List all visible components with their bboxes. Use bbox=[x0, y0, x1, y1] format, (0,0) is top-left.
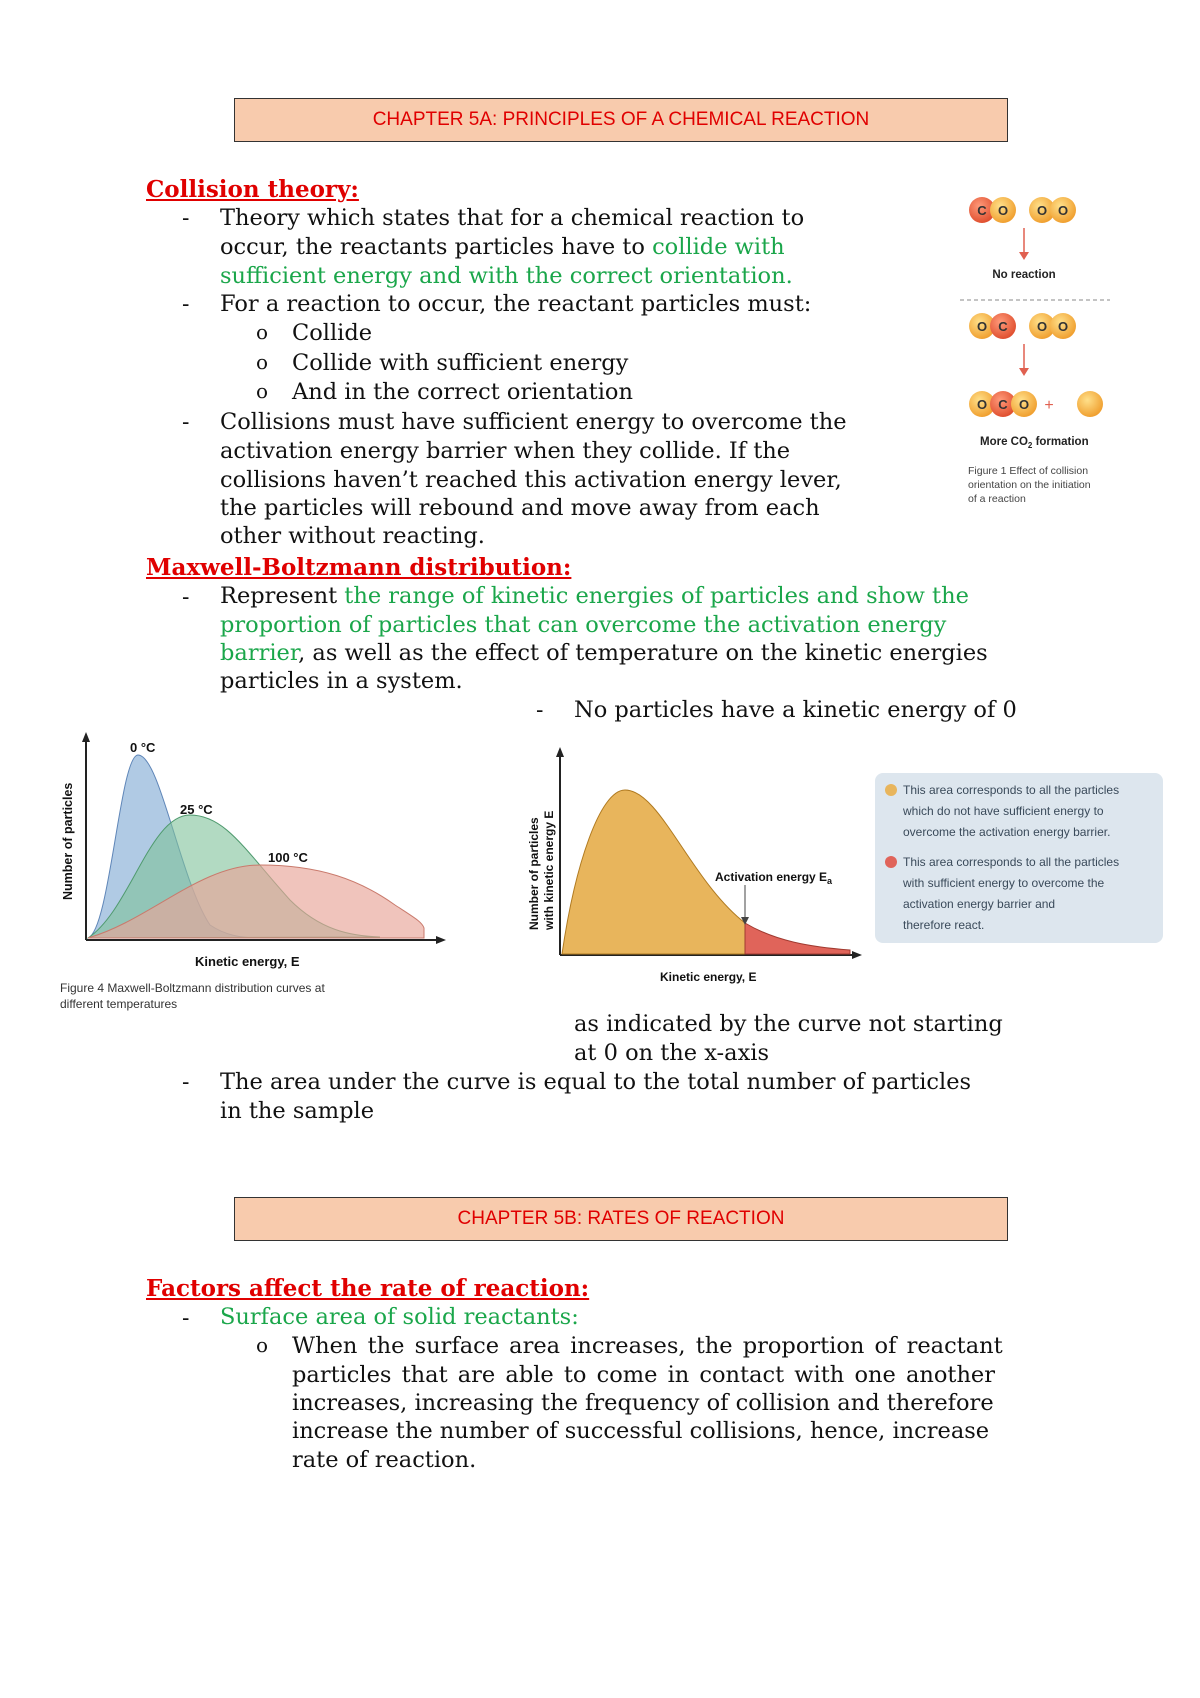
chapter-5a-banner bbox=[234, 98, 1008, 142]
mb-line1 bbox=[220, 582, 969, 611]
collision-def-line2 bbox=[220, 233, 785, 262]
no-reaction-label: No reaction bbox=[992, 269, 1056, 281]
atom-label: O bbox=[1057, 203, 1069, 218]
requirement-2: Collide with sufficient energy bbox=[292, 350, 629, 376]
more-co2-label: More $CO_2$ formation bbox=[980, 436, 1089, 450]
y-axis-label: Number of particles bbox=[61, 782, 75, 900]
figure1-caption-2: orientation on the initiation bbox=[968, 479, 1091, 491]
chapter-5a-title: CHAPTER 5A: PRINCIPLES OF A CHEMICAL REACTION bbox=[372, 109, 870, 130]
figure1-caption-3: of a reaction bbox=[968, 493, 1026, 505]
requirement-3: And in the correct orientation bbox=[292, 379, 633, 405]
activation-line2: activation energy barrier when they collide. If the bbox=[220, 438, 791, 464]
atom-label: C bbox=[998, 319, 1008, 334]
atom-label: O bbox=[997, 203, 1009, 218]
mb-temperature-chart bbox=[50, 730, 460, 1020]
plus-sign: + bbox=[1044, 397, 1054, 414]
requirements-line: For a reaction to occur, the reactant particles must: bbox=[220, 291, 812, 317]
legend-2-line4: therefore react. bbox=[903, 918, 985, 932]
label-100c: 100 °C bbox=[268, 850, 308, 865]
area-line1: The area under the curve is equal to the total number of particles bbox=[220, 1069, 972, 1095]
surface-detail-2: particles that are able to come in contact with one another bbox=[292, 1362, 996, 1388]
sufficient-energy-area bbox=[745, 923, 850, 954]
requirement-1: Collide bbox=[292, 320, 373, 346]
bullet-circle: o bbox=[256, 350, 269, 374]
surface-area-line: Surface area of solid reactants: bbox=[220, 1304, 579, 1330]
y-axis-label-1: Number of particles bbox=[527, 817, 541, 930]
y-axis-label-2: with kinetic energy E bbox=[542, 810, 556, 930]
surface-detail-5: rate of reaction. bbox=[292, 1447, 477, 1473]
bullet-dash: - bbox=[182, 585, 190, 610]
legend-1-line1: This area corresponds to all the particles bbox=[903, 783, 1120, 797]
bullet-dash: - bbox=[182, 206, 190, 231]
x-axis-label: Kinetic energy, E bbox=[195, 954, 300, 969]
atom-label: C bbox=[977, 203, 987, 218]
activation-line5: other without reacting. bbox=[220, 523, 485, 549]
label-0c: 0 °C bbox=[130, 740, 156, 755]
mb-line3-b: , as well as the effect of temperature on the kinetic energies bbox=[298, 640, 988, 666]
surface-detail-4: increase the number of successful collisions, hence, increase bbox=[292, 1418, 990, 1444]
mb-line2: proportion of particles that can overcome the activation energy bbox=[220, 612, 947, 638]
bullet-dash: - bbox=[182, 292, 190, 317]
bullet-circle: o bbox=[256, 320, 269, 344]
legend-dot-red bbox=[885, 856, 897, 868]
mb-line1-a: Represent bbox=[220, 583, 345, 609]
mb-line1-b: the range of kinetic energies of particles and show the bbox=[344, 583, 969, 609]
atom-label: O bbox=[976, 397, 988, 412]
legend-1-line3: overcome the activation energy barrier. bbox=[903, 825, 1111, 839]
maxwell-boltzmann-heading: Maxwell-Boltzmann distribution: bbox=[146, 554, 572, 581]
collision-theory-heading: Collision theory: bbox=[146, 176, 359, 203]
arrow-head-icon bbox=[1019, 252, 1029, 260]
oxygen-atom bbox=[1077, 391, 1103, 417]
no-zero-ke-line2: as indicated by the curve not starting bbox=[574, 1011, 1003, 1037]
mb-line3-a: barrier bbox=[220, 640, 299, 666]
bullet-dash: - bbox=[182, 1070, 190, 1095]
x-axis-arrow-icon bbox=[852, 951, 862, 959]
bullet-dash: - bbox=[536, 698, 544, 723]
legend-2-line3: activation energy barrier and bbox=[903, 897, 1056, 911]
collision-def-line2-b: collide with bbox=[652, 234, 785, 260]
atom-label: O bbox=[1057, 319, 1069, 334]
activation-line3: collisions haven’t reached this activation energy lever, bbox=[220, 467, 842, 493]
collision-def-line1: Theory which states that for a chemical reaction to bbox=[220, 205, 805, 231]
legend-2-line2: with sufficient energy to overcome the bbox=[903, 876, 1105, 890]
activation-line4: the particles will rebound and move away from each bbox=[220, 495, 820, 521]
atom-label: O bbox=[1036, 203, 1048, 218]
area-line2: in the sample bbox=[220, 1098, 375, 1124]
figure4-caption-2: different temperatures bbox=[60, 997, 178, 1011]
bullet-circle: o bbox=[256, 379, 269, 403]
activation-line1: Collisions must have sufficient energy to overcome the bbox=[220, 409, 847, 435]
x-axis-arrow-icon bbox=[436, 936, 446, 944]
x-axis-label: Kinetic energy, E bbox=[660, 970, 757, 984]
y-axis-arrow-icon bbox=[82, 732, 90, 742]
chapter-5b-banner bbox=[234, 1197, 1008, 1241]
ea-label: Activation energy $E_a$ bbox=[715, 870, 833, 886]
mb-line4: particles in a system. bbox=[220, 668, 463, 694]
legend-1-line2: which do not have sufficient energy to bbox=[903, 804, 1104, 818]
legend-dot-orange bbox=[885, 784, 897, 796]
legend-2-line1: This area corresponds to all the particles bbox=[903, 855, 1120, 869]
atom-label: O bbox=[1036, 319, 1048, 334]
energy-legend-box bbox=[875, 773, 1163, 943]
collision-def-line2-a: occur, the reactants particles have to bbox=[220, 234, 653, 260]
y-axis-arrow-icon bbox=[556, 747, 564, 757]
factors-heading: Factors affect the rate of reaction: bbox=[146, 1275, 590, 1302]
activation-energy-chart bbox=[520, 745, 870, 995]
collision-def-line3: sufficient energy and with the correct orientation. bbox=[220, 263, 793, 289]
atom-label: C bbox=[998, 397, 1008, 412]
figure1-caption-1: Figure 1 Effect of collision bbox=[968, 465, 1089, 477]
chapter-5b-title: CHAPTER 5B: RATES OF REACTION bbox=[457, 1208, 785, 1229]
atom-label: O bbox=[1018, 397, 1030, 412]
bullet-dash: - bbox=[182, 410, 190, 435]
bullet-dash: - bbox=[182, 1306, 190, 1331]
mb-line3 bbox=[220, 639, 988, 668]
legend-content bbox=[875, 773, 1163, 943]
no-zero-ke-line3: at 0 on the x-axis bbox=[574, 1040, 770, 1066]
arrow-head-icon bbox=[1019, 368, 1029, 376]
bullet-circle: o bbox=[256, 1333, 269, 1357]
label-25c: 25 °C bbox=[180, 802, 213, 817]
figure4-caption-1: Figure 4 Maxwell-Boltzmann distribution curves at bbox=[60, 981, 325, 995]
atom-label: O bbox=[976, 319, 988, 334]
collision-orientation-figure bbox=[930, 190, 1130, 510]
no-zero-ke-line: No particles have a kinetic energy of 0 bbox=[574, 697, 1017, 723]
surface-detail-1: When the surface area increases, the proportion of reactant bbox=[292, 1333, 1003, 1359]
surface-detail-3: increases, increasing the frequency of collision and therefore bbox=[292, 1390, 994, 1416]
